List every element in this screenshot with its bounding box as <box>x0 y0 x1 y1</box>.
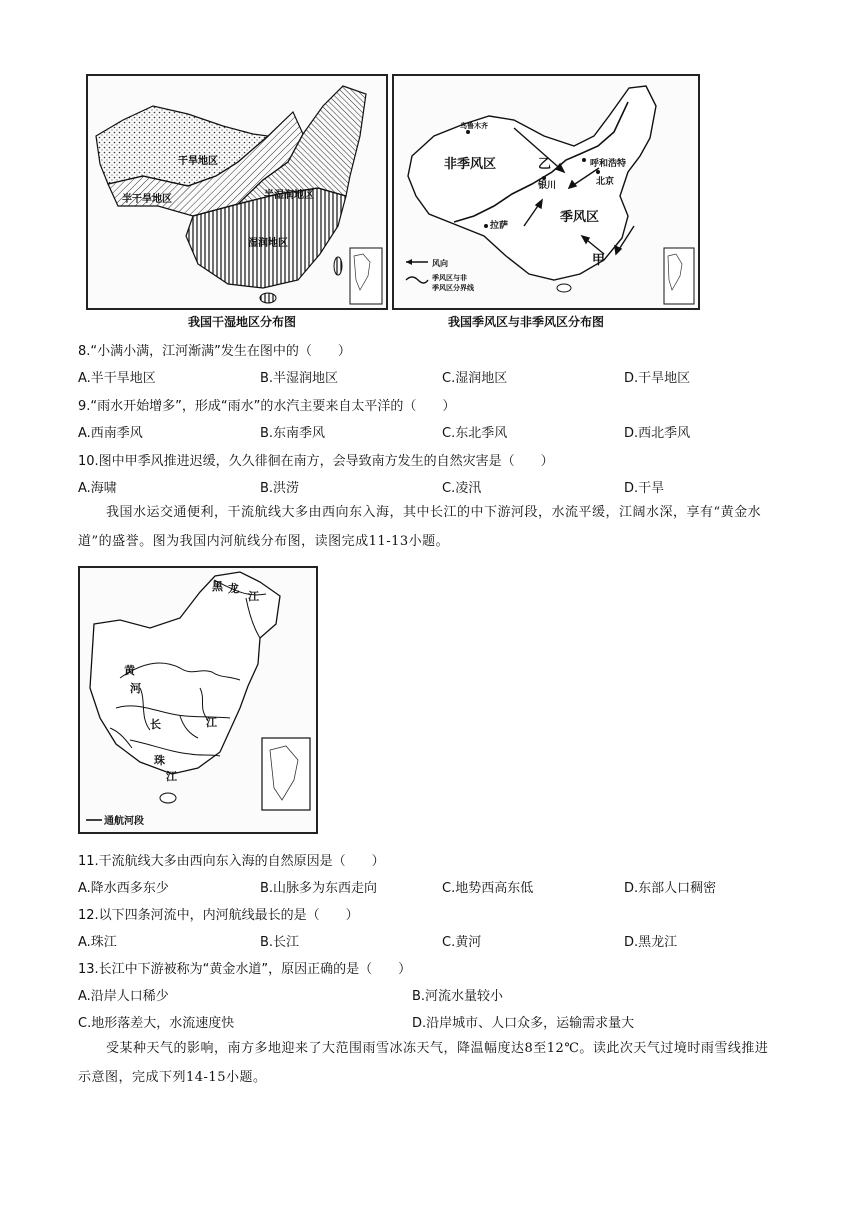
q9-option-d: D.西北季风 <box>624 426 691 441</box>
monsoon-map <box>392 74 700 310</box>
label-huang: 黄 <box>124 664 135 677</box>
label-jiang-zhujiang: 江 <box>166 770 177 783</box>
river-navigation-map <box>78 566 318 834</box>
question-13: 13.长江中下游被称为“黄金水道”，原因正确的是（ ） <box>78 962 412 977</box>
q10-option-c: C.凌汛 <box>442 481 482 496</box>
q8-option-b: B.半湿润地区 <box>260 371 339 386</box>
legend-navigable: 通航河段 <box>104 816 144 827</box>
label-yi: 乙 <box>538 157 552 172</box>
q8-option-c: C.湿润地区 <box>442 371 508 386</box>
q13-option-b: B.河流水量较小 <box>412 989 504 1004</box>
dry-wet-map <box>86 74 388 310</box>
label-jiang-heilong: 江 <box>248 590 259 603</box>
q8-option-d: D.干旱地区 <box>624 371 691 386</box>
dry-wet-map-caption: 我国干湿地区分布图 <box>188 315 297 329</box>
q8-option-a: A.半干旱地区 <box>78 371 156 386</box>
label-semi-humid: 半湿润地区 <box>264 190 314 201</box>
label-hei: 黑 <box>212 580 223 593</box>
label-monsoon: 季风区 <box>560 210 600 225</box>
label-arid: 干旱地区 <box>178 156 218 167</box>
label-humid: 湿润地区 <box>248 238 288 249</box>
question-9: 9.“雨水开始增多”，形成“雨水”的水汽主要来自太平洋的（ ） <box>78 399 456 414</box>
legend-boundary-2: 季风区分界线 <box>432 284 474 292</box>
monsoon-legend <box>406 258 475 292</box>
q11-option-d: D.东部人口稠密 <box>624 881 717 896</box>
question-12: 12.以下四条河流中，内河航线最长的是（ ） <box>78 908 359 923</box>
label-non-monsoon: 非季风区 <box>444 157 497 172</box>
q9-option-b: B.东南季风 <box>260 426 326 441</box>
question-8: 8.“小满小满，江河渐满”发生在图中的（ ） <box>78 344 351 359</box>
q12-option-a: A.珠江 <box>78 935 117 950</box>
q12-option-d: D.黑龙江 <box>624 935 678 950</box>
label-lhasa: 拉萨 <box>490 221 509 231</box>
label-jiang-changjiang: 江 <box>206 716 217 729</box>
q13-option-d: D.沿岸城市、人口众多，运输需求量大 <box>412 1016 635 1031</box>
q11-option-b: B.山脉多为东西走向 <box>260 881 378 896</box>
q13-option-c: C.地形落差大，水流速度快 <box>78 1016 235 1031</box>
q13-option-a: A.沿岸人口稀少 <box>78 989 169 1004</box>
label-he: 河 <box>130 682 141 695</box>
q9-option-c: C.东北季风 <box>442 426 508 441</box>
label-chang: 长 <box>150 718 161 731</box>
q12-option-b: B.长江 <box>260 935 300 950</box>
monsoon-map-caption: 我国季风区与非季风区分布图 <box>448 315 605 329</box>
question-10: 10.图中甲季风推进迟缓，久久徘徊在南方，会导致南方发生的自然灾害是（ ） <box>78 454 554 469</box>
label-urumqi: 乌鲁木齐 <box>460 122 488 130</box>
passage-waterways: 我国水运交通便利，干流航线大多由西向东入海，其中长江的中下游河段，水流平缓，江阔水深，享有“黄金水道”的盛誉。图为我国内河航线分布图，读图完成11-13小题。 <box>78 505 762 549</box>
q12-option-c: C.黄河 <box>442 935 482 950</box>
label-beijing: 北京 <box>596 177 615 187</box>
legend-boundary-1: 季风区与非 <box>432 274 467 282</box>
passage-freezing-weather: 受某种天气的影响，南方多地迎来了大范围雨雪冰冻天气，降温幅度达8至12℃。读此次天气过境时雨雪线推进示意图，完成下列14-15小题。 <box>78 1041 769 1085</box>
label-yinchuan: 银川 <box>538 181 557 191</box>
label-zhu: 珠 <box>154 754 165 767</box>
q11-option-c: C.地势西高东低 <box>442 881 534 896</box>
q11-option-a: A.降水西多东少 <box>78 881 169 896</box>
q10-option-a: A.海啸 <box>78 481 117 496</box>
q10-option-b: B.洪涝 <box>260 481 300 496</box>
q10-option-d: D.干旱 <box>624 481 665 496</box>
label-long: 龙 <box>228 582 239 595</box>
question-11: 11.干流航线大多由西向东入海的自然原因是（ ） <box>78 854 385 869</box>
legend-wind: 风向 <box>432 259 448 268</box>
label-semi-arid: 半干旱地区 <box>122 194 172 205</box>
label-jia: 甲 <box>592 253 606 268</box>
label-hohhot: 呼和浩特 <box>590 159 627 169</box>
q9-option-a: A.西南季风 <box>78 426 143 441</box>
